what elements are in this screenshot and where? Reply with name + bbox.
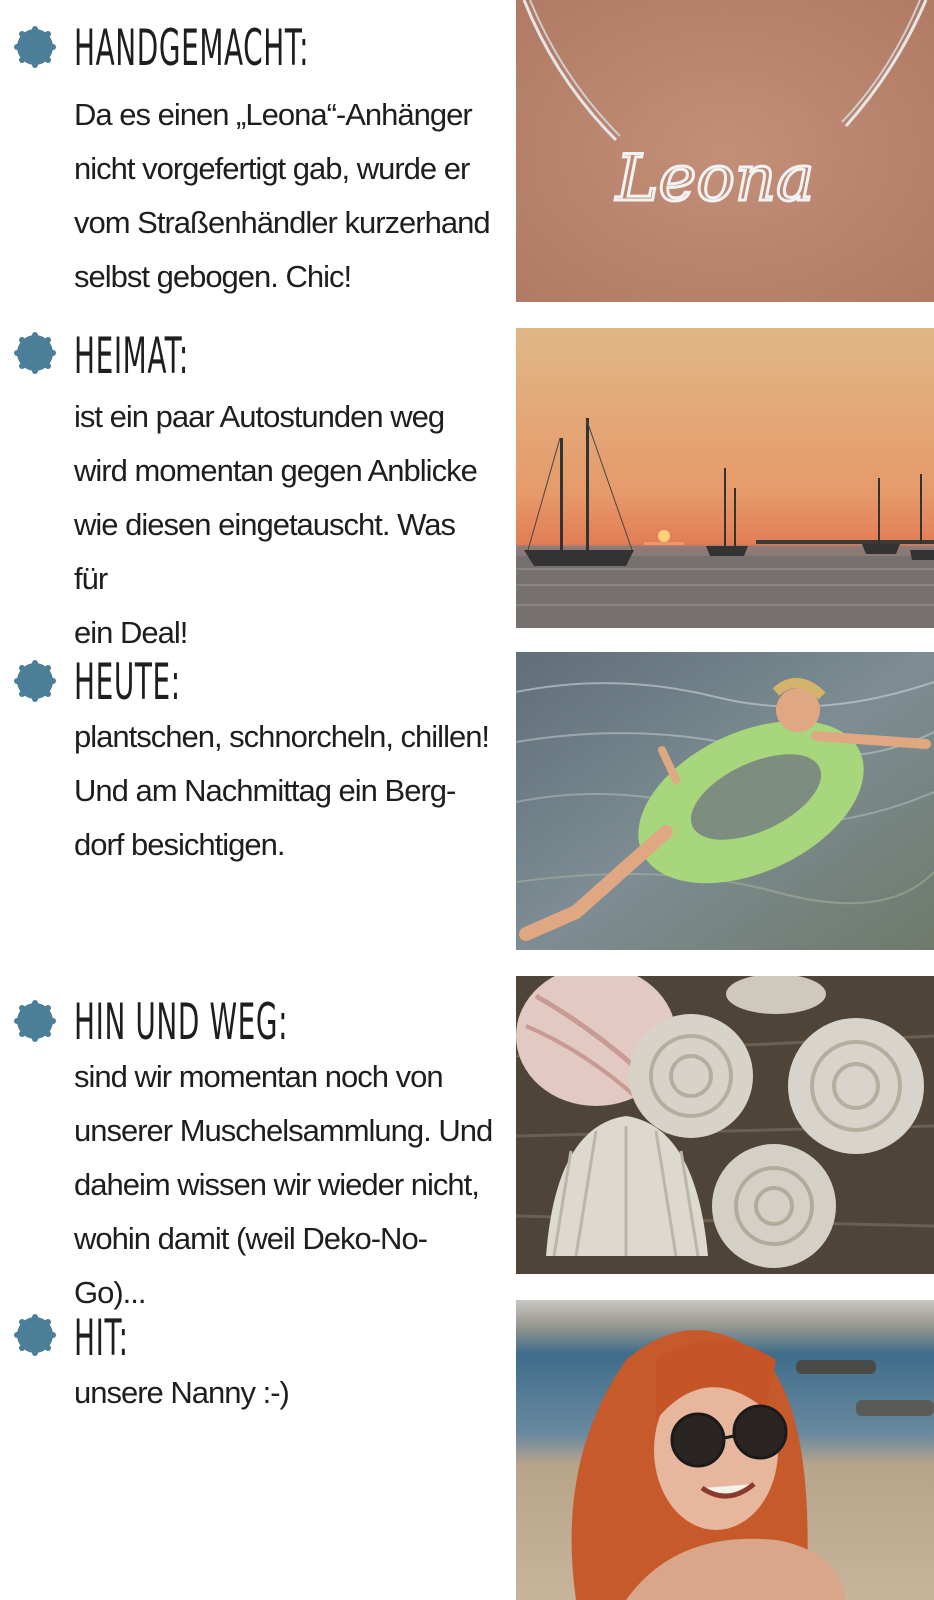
section-text: unsere Nanny :-)	[74, 1375, 289, 1410]
section-hit	[0, 1290, 934, 1600]
ink-blot-bullet-icon	[12, 330, 58, 376]
section-text: Da es einen „Leona“-Anhänger nicht vorgefertigt gab, wurde er vom Straßenhändler kurzerhand selbst gebogen. Chic!	[74, 97, 490, 294]
seashells-photo	[516, 976, 934, 1274]
ink-blot-bullet-icon	[12, 658, 58, 704]
ink-blot-bullet-icon	[12, 24, 58, 70]
section-text: plantschen, schnorcheln, chillen! Und am Nachmittag ein Berg- dorf besichtigen.	[74, 719, 490, 862]
section-text: sind wir momentan noch von unserer Muschelsammlung. Und daheim wissen wir wieder nicht, wohin damit (weil Deko-No-Go)...	[74, 1059, 493, 1310]
ink-blot-bullet-icon	[12, 998, 58, 1044]
ink-blot-bullet-icon	[12, 1312, 58, 1358]
section-heimat	[0, 320, 934, 650]
section-handgemacht	[0, 0, 934, 310]
section-heute	[0, 640, 934, 950]
section-heading: HEUTE:	[74, 653, 181, 711]
sunset-harbor-photo	[516, 328, 934, 628]
section-text: ist ein paar Autostunden weg wird momentan gegen Anblicke wie diesen eingetauscht. Was für ein Deal!	[74, 399, 477, 650]
section-heading: HIT:	[74, 1309, 129, 1367]
section-heading: HEIMAT:	[74, 327, 189, 385]
section-heading: HANDGEMACHT:	[74, 19, 310, 77]
pendant-lettering: Leona	[616, 142, 815, 216]
section-hin-und-weg	[0, 960, 934, 1310]
section-heading: HIN UND WEG:	[74, 993, 289, 1051]
nanny-portrait-photo	[516, 1300, 934, 1600]
leona-necklace-photo	[516, 0, 934, 302]
swim-ring-photo	[516, 652, 934, 950]
